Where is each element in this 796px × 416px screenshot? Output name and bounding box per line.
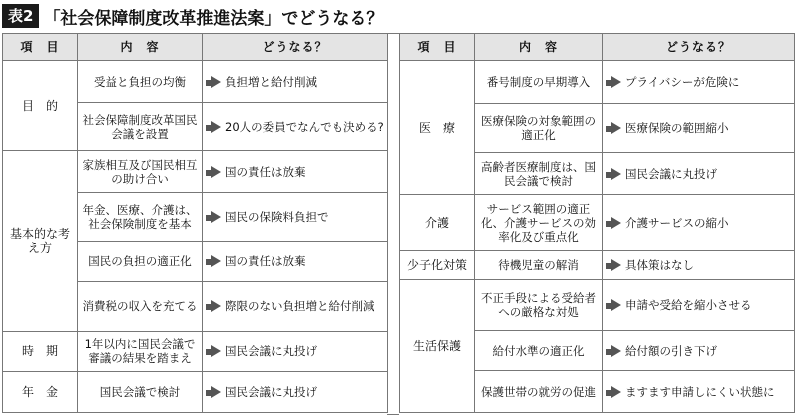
result-text: 国民会議に丸投げ bbox=[225, 384, 317, 399]
content-cell: 1年以内に国民会議で審議の結果を踏まえ bbox=[78, 332, 203, 372]
arrow-right-icon bbox=[206, 301, 225, 313]
result-text: 介護サービスの縮小 bbox=[625, 215, 729, 230]
result-cell bbox=[603, 371, 795, 413]
content-cell: 医療保険の対象範囲の適正化 bbox=[475, 103, 603, 152]
result-text: 医療保険の範囲縮小 bbox=[625, 120, 729, 135]
header-item: 項 目 bbox=[3, 34, 78, 61]
content-cell: 保護世帯の就労の促進 bbox=[475, 371, 603, 413]
left-body bbox=[3, 61, 388, 413]
table-row bbox=[3, 151, 388, 193]
content-cell: 番号制度の早期導入 bbox=[475, 61, 603, 104]
result-cell bbox=[203, 371, 388, 412]
left-table bbox=[2, 33, 388, 413]
arrow-right-icon bbox=[606, 123, 625, 135]
header-item: 項 目 bbox=[400, 34, 475, 61]
result-cell bbox=[603, 61, 795, 104]
column-gap bbox=[387, 33, 399, 415]
content-cell: 待機児童の解消 bbox=[475, 250, 603, 279]
arrow-right-icon bbox=[606, 77, 625, 89]
content-cell: 不正手段による受給者への厳格な対処 bbox=[475, 279, 603, 330]
result-cell bbox=[203, 61, 388, 103]
table-row bbox=[3, 332, 388, 372]
arrow-right-icon bbox=[206, 167, 225, 179]
figure-title: 「社会保障制度改革推進法案」でどうなる？ bbox=[43, 8, 384, 29]
result-cell bbox=[603, 103, 795, 152]
category-cell: 時 期 bbox=[3, 332, 78, 372]
content-cell: 年金、医療、介護は、社会保険制度を基本 bbox=[78, 193, 203, 241]
right-body bbox=[400, 61, 795, 413]
arrow-right-icon bbox=[206, 256, 225, 268]
result-text: 際限のない負担増と給付削減 bbox=[225, 299, 375, 314]
arrow-right-icon bbox=[206, 346, 225, 358]
category-cell: 医 療 bbox=[400, 61, 475, 195]
arrow-right-icon bbox=[606, 169, 625, 181]
result-cell bbox=[603, 250, 795, 279]
right-header-row bbox=[400, 34, 795, 61]
result-text: 20人の委員でなんでも決める? bbox=[225, 119, 384, 134]
content-cell: サービス範囲の適正化、介護サービスの効率化及び重点化 bbox=[475, 195, 603, 250]
category-cell: 基本的な考え方 bbox=[3, 151, 78, 332]
table-row bbox=[400, 250, 795, 279]
content-cell: 受益と負担の均衡 bbox=[78, 61, 203, 103]
arrow-right-icon bbox=[206, 122, 225, 134]
table-row bbox=[400, 279, 795, 330]
category-cell: 介護 bbox=[400, 195, 475, 250]
result-cell bbox=[203, 151, 388, 193]
category-cell: 目 的 bbox=[3, 61, 78, 151]
right-table bbox=[399, 33, 795, 413]
result-cell bbox=[603, 330, 795, 371]
result-text: 給付額の引き下げ bbox=[625, 343, 717, 358]
content-cell: 給付水準の適正化 bbox=[475, 330, 603, 371]
arrow-right-icon bbox=[606, 260, 625, 272]
category-cell: 年 金 bbox=[3, 371, 78, 412]
table-row bbox=[3, 371, 388, 412]
result-text: 申請や受給を縮小させる bbox=[625, 297, 752, 312]
figure-badge: 表2 bbox=[2, 4, 39, 28]
header-content: 内 容 bbox=[78, 34, 203, 61]
left-header-row bbox=[3, 34, 388, 61]
category-cell: 少子化対策 bbox=[400, 250, 475, 279]
header-result: どうなる？ bbox=[203, 34, 388, 61]
result-cell bbox=[203, 281, 388, 331]
arrow-right-icon bbox=[206, 387, 225, 399]
table-row bbox=[400, 61, 795, 104]
table-row bbox=[400, 195, 795, 250]
result-cell bbox=[203, 241, 388, 281]
content-cell: 国民の負担の適正化 bbox=[78, 241, 203, 281]
result-text: 国の責任は放棄 bbox=[225, 254, 306, 269]
arrow-right-icon bbox=[606, 387, 625, 399]
result-cell bbox=[203, 193, 388, 241]
result-cell bbox=[203, 332, 388, 372]
result-cell bbox=[603, 195, 795, 250]
figure-title-row bbox=[2, 1, 383, 31]
header-content: 内 容 bbox=[475, 34, 603, 61]
arrow-right-icon bbox=[206, 77, 225, 89]
result-text: プライバシーが危険に bbox=[625, 74, 740, 89]
content-cell: 社会保障制度改革国民会議を設置 bbox=[78, 103, 203, 151]
result-text: 国民会議に丸投げ bbox=[225, 344, 317, 359]
result-text: 国民会議に丸投げ bbox=[625, 166, 717, 181]
result-text: 具体策はなし bbox=[625, 257, 694, 272]
result-text: 負担増と給付削減 bbox=[225, 74, 317, 89]
result-cell bbox=[603, 279, 795, 330]
result-text: 国民の保険料負担で bbox=[225, 210, 329, 225]
arrow-right-icon bbox=[606, 346, 625, 358]
header-result: どうなる？ bbox=[603, 34, 795, 61]
content-cell: 消費税の収入を充てる bbox=[78, 281, 203, 331]
arrow-right-icon bbox=[206, 212, 225, 224]
result-text: ますます申請しにくい状態に bbox=[625, 384, 775, 399]
arrow-right-icon bbox=[606, 300, 625, 312]
result-cell bbox=[603, 152, 795, 195]
content-cell: 高齢者医療制度は、国民会議で検討 bbox=[475, 152, 603, 195]
content-cell: 国民会議で検討 bbox=[78, 371, 203, 412]
result-cell bbox=[203, 103, 388, 151]
arrow-right-icon bbox=[606, 218, 625, 230]
content-cell: 家族相互及び国民相互の助け合い bbox=[78, 151, 203, 193]
category-cell: 生活保護 bbox=[400, 279, 475, 412]
table-row bbox=[3, 61, 388, 103]
result-text: 国の責任は放棄 bbox=[225, 164, 306, 179]
